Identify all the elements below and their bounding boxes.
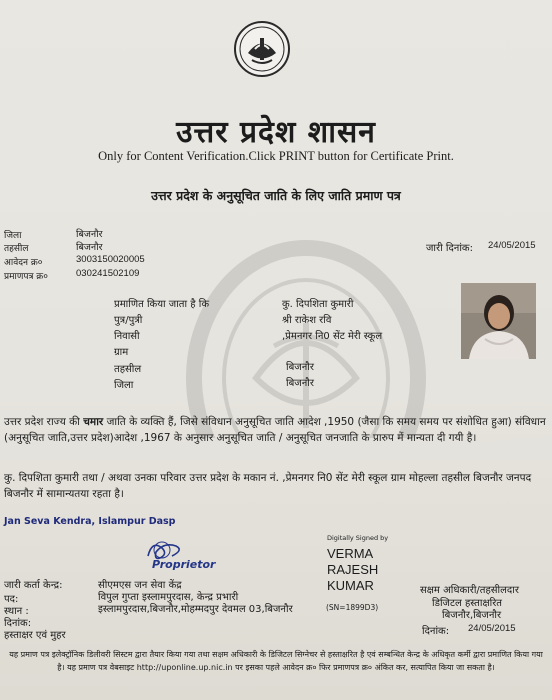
detail-district-label: जिला [114,380,134,391]
up-government-emblem-icon [233,20,291,78]
caste-statement-start: उत्तर प्रदेश राज्य की [4,416,80,428]
applicant-photo-icon [461,283,536,359]
footer-note: यह प्रमाण पत्र इलेक्ट्रॉनिक डिलीवरी सिस्टम द्वारा तैयार किया गया तथा सक्षम अधिकारी के डिजिटल सिग्नेचर से हस्ताक्षरित है एवं सम्बन्धित केन्द्र के अधिकृत कर्मी द्वारा प्रमाणित किया गया है। यह प्रमाण पत्र वेबसाइट http://uponline.up.nic.in पर इसका पहले आवेदन क्र० फिर प्रमाणपत्र क्र० अंकित कर, सत्यापित किया जा सकता है। [9,650,543,672]
meta-certificate-label: प्रमाणपत्र क्र० [4,272,48,282]
issuing-center-label: जारी कर्ता केन्द्र: [4,580,63,591]
digital-signer-line2: RAJESH [327,562,379,577]
detail-tehsil-label: तहसील [114,364,142,375]
applicant-photo [461,283,536,359]
post-label: पद: [4,594,19,605]
meta-district-label: जिला [4,231,22,241]
residence-value: ,प्रेमनगर नि0 सेंट मेरी स्कूल [282,331,383,342]
authority-title: सक्षम अधिकारी/तहसीलदार [420,585,519,596]
residence-statement: कु. दिपशिता कुमारी तथा / अथवा उनका परिवार उत्तर प्रदेश के मकान नं. ,प्रेमनगर नि0 सेंट मेरी स्कूल ग्राम मोहल्ला तहसील बिजनौर जनपद बिजनौर में सामान्यतया रहता है। [4,472,532,500]
relation-label: पुत्र/पुत्री [114,315,143,326]
father-name: श्री राकेश रवि [282,315,332,326]
caste-statement [4,414,550,446]
verification-note: Only for Content Verification.Click PRINT button for Certificate Print. [98,149,454,163]
issue-date-value: 24/05/2015 [488,240,536,251]
jan-seva-kendra-name: Jan Seva Kendra, Islampur Dasp [4,516,176,527]
issue-date-label: जारी दिनांक: [426,243,473,254]
digital-signer-line1: VERMA [327,546,374,561]
authority-date-value: 24/05/2015 [468,623,516,634]
place-label: स्थान : [4,606,29,617]
caste-statement-rest: जाति के व्यक्ति हैं, जिसे संविधान अनुसूचित जाति आदेश ,1950 (जैसा कि समय समय पर संशोधित हुआ) संविधान (अनुसूचित जाति,उत्तर प्रदेश)आदेश ,1967 के अनुसार अनुसूचित जाति / अनुसूचित जनजाति के प्रारुप में मान्यता दी गयी है। [4,416,546,444]
serial-number: (SN=1899D3) [326,603,379,612]
certified-label: प्रमाणित किया जाता है कि [114,299,210,310]
issuing-center-value: सीएमएस जन सेवा केंद्र [98,580,182,591]
page-title: उत्तर प्रदेश शासन [176,115,376,150]
certificate-heading: उत्तर प्रदेश के अनुसूचित जाति के लिए जाति प्रमाण पत्र [151,188,401,203]
authority-location: बिजनौर,बिजनौर [442,610,502,621]
meta-tehsil-label: तहसील [4,244,29,254]
authority-digital-signed: डिजिटल हस्ताक्षरित [432,598,502,609]
post-value: विपुल गुप्ता इस्लामपुरदास, केन्द्र प्रभारी [98,592,239,603]
caste-name: चमार [83,416,104,428]
sign-seal-label: हस्ताक्षर एवं मुहर [4,630,66,641]
meta-application-label: आवेदन क्र० [4,258,43,268]
digital-signature-heading: Digitally Signed by [327,534,389,542]
detail-district-value: बिजनौर [286,378,314,389]
meta-tehsil-value: बिजनौर [76,242,103,253]
meta-application-value: 3003150020005 [76,254,145,265]
proprietor-label: Proprietor [152,558,216,571]
place-value: इस्लामपुरदास,बिजनौर,मोहम्मदपुर देवमल 03,बिजनौर [98,604,293,615]
authority-date-label: दिनांक: [422,626,450,637]
detail-tehsil-value: बिजनौर [286,362,314,373]
village-label: ग्राम [114,347,129,358]
applicant-name: कु. दिपशिता कुमारी [282,299,354,310]
issuer-date-label: दिनांक: [4,618,32,629]
meta-certificate-value: 030241502109 [76,268,140,279]
residence-label: निवासी [114,331,140,342]
digital-signer-line3: KUMAR [327,578,374,593]
meta-district-value: बिजनौर [76,229,103,240]
